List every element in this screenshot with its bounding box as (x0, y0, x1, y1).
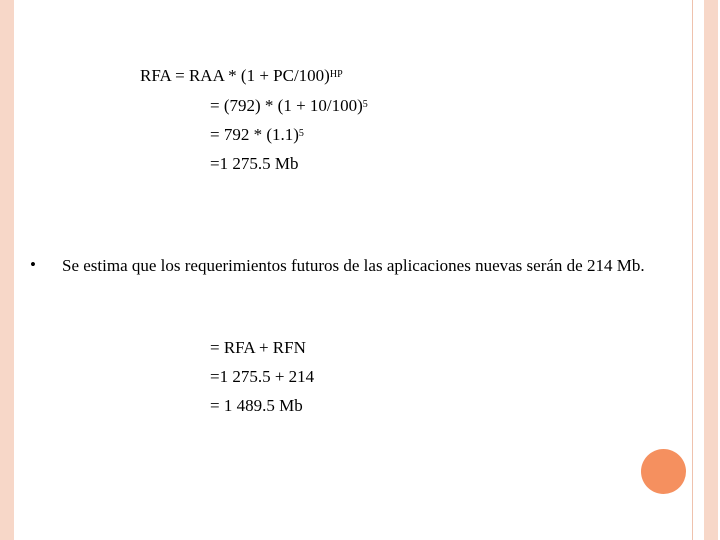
formula1-line2-text: = (792) * (1 + 10/100) (210, 96, 363, 115)
formula1-line3-text: = 792 * (1.1) (210, 125, 299, 144)
decorative-circle (641, 449, 686, 494)
formula1-line2 (210, 96, 368, 116)
formula1-line3-exponent: 5 (298, 128, 304, 139)
formula1-line2-exponent: 5 (362, 99, 368, 110)
right-divider-line (692, 0, 693, 540)
formula2-line3: = 1 489.5 Mb (210, 396, 303, 415)
formula1-line1 (140, 66, 343, 86)
formula1-line1-text: RFA = RAA * (1 + PC/100) (140, 66, 330, 85)
formula1-line4: =1 275.5 Mb (210, 154, 299, 173)
bullet-marker: • (30, 255, 36, 274)
right-decorative-border (704, 0, 718, 540)
formula2-line2: =1 275.5 + 214 (210, 367, 315, 386)
formula2-line1: = RFA + RFN (210, 338, 306, 357)
formula1-line3 (210, 125, 304, 145)
left-decorative-border (0, 0, 14, 540)
formula1-line1-exponent: HP (329, 69, 343, 80)
bullet-paragraph: Se estima que los requerimientos futuros de las aplicaciones nuevas serán de 214 Mb. (62, 256, 645, 275)
